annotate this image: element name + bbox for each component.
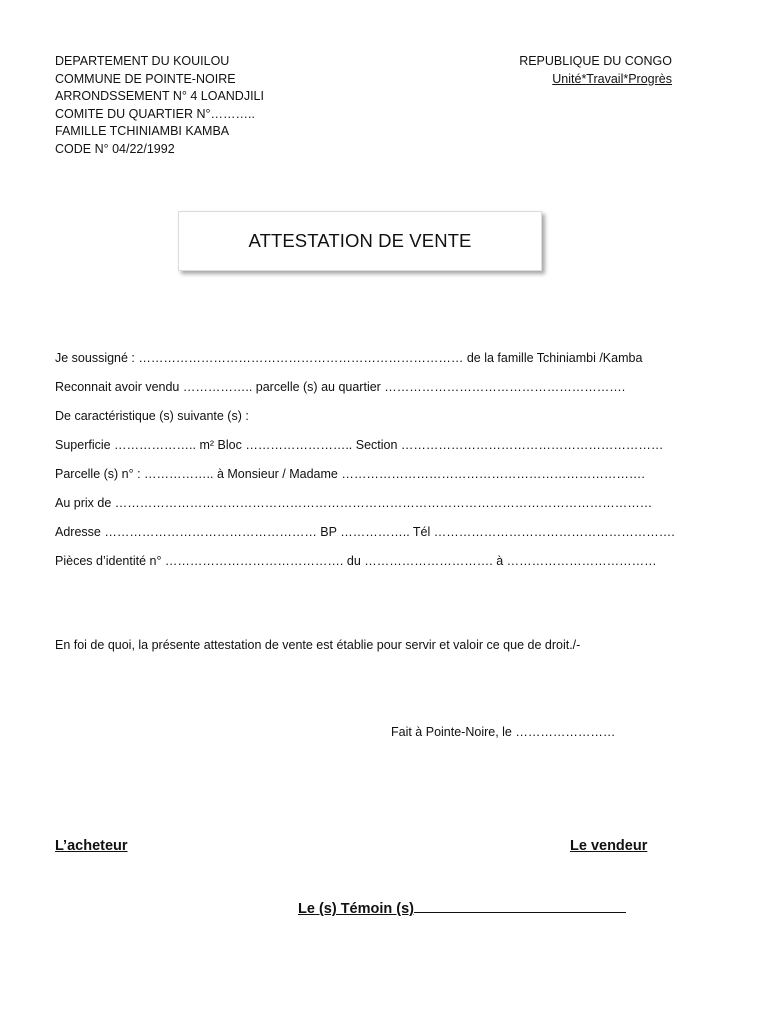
characteristics-heading: De caractéristique (s) suivante (s) : [55, 409, 249, 423]
issuer-block [55, 53, 264, 159]
area-block-section-field: Superficie ……………….. m² Bloc …………………….. Section ……………………………………………………… [55, 438, 664, 452]
witness-signature-label [298, 898, 626, 917]
district-line: ARRONDSSEMENT N° 4 LOANDJILI [55, 89, 264, 104]
id-document-field: Pièces d’identité n° ……………………………………. du …………………………. à ……………………………… [55, 554, 657, 568]
family-line: FAMILLE TCHINIAMBI KAMBA [55, 124, 230, 139]
committee-line: COMITE DU QUARTIER N°……….. [55, 106, 255, 121]
buyer-signature-label: L’acheteur [55, 838, 128, 854]
national-motto: Unité*Travail*Progrès [552, 71, 672, 86]
parcel-buyer-field: Parcelle (s) n° : …………….. à Monsieur / Madame ………………………………………………………………. [55, 467, 645, 481]
country-name: REPUBLIQUE DU CONGO [519, 54, 672, 68]
document-title-text: ATTESTATION DE VENTE [248, 230, 472, 251]
seller-name-field: Je soussigné : …………………………………………………………………… de la famille Tchiniambi /Kamba [55, 351, 643, 365]
witness-label-text: Le (s) Témoin (s) [298, 901, 415, 917]
witness-signature-blank [414, 898, 626, 913]
place-date-line: Fait à Pointe-Noire, le …………………… [391, 725, 616, 739]
closing-statement: En foi de quoi, la présente attestation de vente est établie pour servir et valoir ce que de droit./- [55, 638, 581, 652]
address-field: Adresse …………………………………………… BP …………….. Tél …………………………………………………. [55, 525, 675, 539]
republic-block [470, 53, 672, 88]
department-line: DEPARTEMENT DU KOUILOU [55, 54, 230, 68]
commune-line: COMMUNE DE POINTE-NOIRE [55, 71, 236, 86]
seller-signature-label: Le vendeur [570, 838, 648, 854]
code-line: CODE N° 04/22/1992 [55, 141, 175, 156]
parcels-sold-field: Reconnait avoir vendu …………….. parcelle (s) au quartier …………………………………………………. [55, 380, 626, 394]
price-field: Au prix de ………………………………………………………………………………………………………………… [55, 496, 653, 510]
document-title [178, 211, 542, 271]
sale-details [55, 349, 675, 581]
